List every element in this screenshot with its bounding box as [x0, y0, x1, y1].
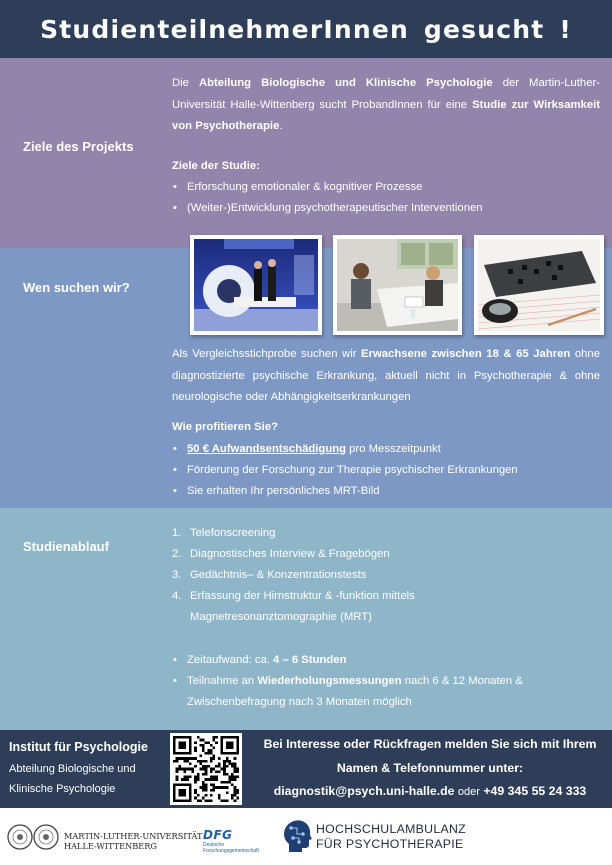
dfg-logo: DFG Deutsche Forschungsgemeinschaft — [203, 828, 259, 854]
list-item: Zwischenbefragung nach 3 Monaten möglich — [187, 696, 412, 708]
intro-paragraph: Die Abteilung Biologische und Klinische Psychologie der Martin-Luther-Universität Halle-Wittenberg sucht ProbandInnen für eine Studie zur Wirksamkeit von Psychotherapie. — [172, 77, 600, 132]
department-line-1: Abteilung Biologische und — [9, 763, 136, 775]
university-seal-logo — [6, 822, 60, 852]
goals-subheading: Ziele der Studie: — [172, 160, 260, 172]
university-name: MARTIN-LUTHER-UNIVERSITÄT HALLE-WITTENBERG — [64, 831, 203, 851]
interview-photo — [333, 235, 462, 335]
list-item: 3. Gedächtnis– & Konzentrationstests — [172, 569, 367, 581]
time-effort: 4 – 6 Stunden — [273, 654, 347, 666]
email-link[interactable]: diagnostik@psych.uni-halle.de — [273, 784, 455, 798]
benefits-subheading: Wie profitieren Sie? — [172, 421, 278, 433]
benefits-list — [172, 439, 602, 502]
list-item: • Erforschung emotionaler & kognitiver Prozesse — [172, 177, 602, 198]
list-item: 4. Erfassung der Hirnstruktur & -funktion mittels — [172, 590, 415, 602]
section-label-who: Wen suchen wir? — [23, 280, 130, 295]
list-item: 2. Diagnostisches Interview & Fragebögen — [172, 548, 390, 560]
list-item: • Sie erhalten Ihr persönliches MRT-Bild — [172, 481, 602, 502]
list-item: • (Weiter-)Entwicklung psychotherapeutischer Interventionen — [172, 198, 602, 219]
compensation-amount: 50 € Aufwandsentschädigung — [187, 443, 347, 455]
department-name: Abteilung Biologische und Klinische Psychologie — [198, 77, 493, 89]
repeat-measurements: Wiederholungsmessungen — [257, 675, 402, 687]
age-range: Erwachsene zwischen 18 & 65 Jahren — [361, 348, 571, 360]
study-name: Studie zur Wirksamkeit von Psychotherapie — [172, 98, 600, 132]
list-item: Magnetresonanztomographie (MRT) — [190, 611, 372, 623]
institute-name: Institut für Psychologie — [9, 740, 148, 754]
clinic-name: HOCHSCHULAMBULANZ FÜR PSYCHOTHERAPIE — [316, 822, 466, 851]
procedure-steps — [172, 523, 602, 628]
pegboard-test-photo — [474, 235, 604, 335]
section-label-procedure: Studienablauf — [23, 539, 109, 554]
list-item: • 50 € Aufwandsentschädigung pro Messzeitpunkt — [172, 439, 602, 460]
phone-number[interactable]: +49 345 55 24 333 — [483, 784, 587, 798]
head-profile-icon — [281, 818, 313, 854]
qr-code[interactable] — [170, 733, 242, 805]
section-label-goals: Ziele des Projekts — [23, 139, 134, 154]
time-info-list — [172, 650, 602, 713]
list-item: 1. Telefonscreening — [172, 527, 276, 539]
department-line-2: Klinische Psychologie — [9, 783, 116, 795]
qr-code-icon — [173, 736, 239, 802]
list-item: • Förderung der Forschung zur Therapie psychischer Erkrankungen — [172, 460, 602, 481]
mri-scanner-photo — [190, 235, 322, 335]
list-item: • Teilnahme an Wiederholungsmessungen nach 6 & 12 Monaten & — [172, 671, 602, 692]
target-group-paragraph: Als Vergleichsstichprobe suchen wir Erwachsene zwischen 18 & 65 Jahren ohne diagnostizierte psychische Erkrankung, aktuell nicht in Psychotherapie & ohne neurologische oder Abhängigkeitserkrankungen — [172, 348, 600, 403]
goals-list — [172, 177, 602, 219]
contact-details: diagnostik@psych.uni-halle.de oder +49 345 55 24 333 — [273, 784, 587, 798]
page-title: StudienteilnehmerInnen gesucht ! — [40, 14, 572, 44]
contact-line-1: Bei Interesse oder Rückfragen melden Sie sich mit Ihrem — [263, 737, 597, 751]
list-item: • Zeitaufwand: ca. 4 – 6 Stunden — [172, 650, 602, 671]
header-band — [0, 0, 612, 58]
contact-line-2: Namen & Telefonnummer unter: — [336, 761, 524, 775]
